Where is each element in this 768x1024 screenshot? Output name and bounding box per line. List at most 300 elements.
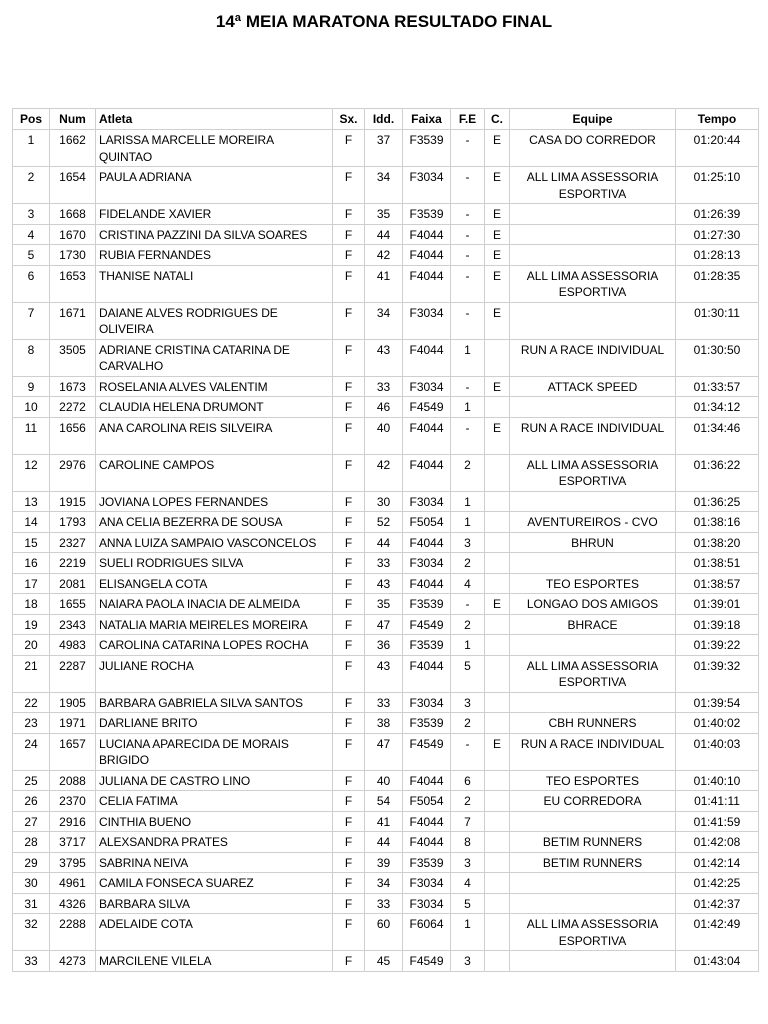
athlete-name-cell: FIDELANDE XAVIER (96, 204, 333, 225)
table-row (13, 951, 759, 972)
time-cell: 01:39:01 (676, 594, 759, 615)
age-cell: 47 (365, 614, 403, 635)
athlete-name-cell: ADRIANE CRISTINA CATARINA DE CARVALHO (96, 339, 333, 376)
team-cell: ALL LIMA ASSESSORIA ESPORTIVA (510, 265, 676, 302)
time-cell: 01:30:50 (676, 339, 759, 376)
team-cell: BETIM RUNNERS (510, 852, 676, 873)
column-header: C. (485, 109, 510, 130)
time-cell: 01:42:25 (676, 873, 759, 894)
bib-number-cell: 4983 (50, 635, 96, 656)
column-header: Sx. (333, 109, 365, 130)
sex-cell: F (333, 573, 365, 594)
table-header-row (13, 109, 759, 130)
time-cell: 01:40:10 (676, 770, 759, 791)
table-row (13, 791, 759, 812)
age-group-cell: F4044 (403, 573, 451, 594)
table-row (13, 512, 759, 533)
time-cell: 01:25:10 (676, 167, 759, 204)
age-group-cell: F4549 (403, 733, 451, 770)
sex-cell: F (333, 167, 365, 204)
sex-cell: F (333, 811, 365, 832)
time-cell: 01:43:04 (676, 951, 759, 972)
time-cell: 01:38:16 (676, 512, 759, 533)
category-cell (485, 692, 510, 713)
time-cell: 01:33:57 (676, 376, 759, 397)
age-group-place-cell: 6 (451, 770, 485, 791)
team-cell (510, 224, 676, 245)
athlete-name-cell: NATALIA MARIA MEIRELES MOREIRA (96, 614, 333, 635)
athlete-name-cell: MARCILENE VILELA (96, 951, 333, 972)
category-cell: E (485, 130, 510, 167)
position-cell: 32 (13, 914, 50, 951)
bib-number-cell: 1905 (50, 692, 96, 713)
table-row (13, 873, 759, 894)
age-cell: 40 (365, 417, 403, 454)
team-cell (510, 397, 676, 418)
time-cell: 01:39:54 (676, 692, 759, 713)
sex-cell: F (333, 733, 365, 770)
category-cell: E (485, 167, 510, 204)
age-group-place-cell: 3 (451, 852, 485, 873)
time-cell: 01:42:14 (676, 852, 759, 873)
age-group-place-cell: 1 (451, 397, 485, 418)
sex-cell: F (333, 204, 365, 225)
time-cell: 01:40:02 (676, 713, 759, 734)
age-group-place-cell: 5 (451, 893, 485, 914)
time-cell: 01:36:25 (676, 491, 759, 512)
position-cell: 15 (13, 532, 50, 553)
age-group-place-cell: 3 (451, 532, 485, 553)
sex-cell: F (333, 655, 365, 692)
age-group-cell: F3539 (403, 635, 451, 656)
column-header: Faixa (403, 109, 451, 130)
time-cell: 01:28:35 (676, 265, 759, 302)
athlete-name-cell: SABRINA NEIVA (96, 852, 333, 873)
age-cell: 44 (365, 832, 403, 853)
bib-number-cell: 2327 (50, 532, 96, 553)
table-row (13, 553, 759, 574)
age-group-place-cell: - (451, 733, 485, 770)
bib-number-cell: 2288 (50, 914, 96, 951)
sex-cell: F (333, 454, 365, 491)
age-cell: 46 (365, 397, 403, 418)
position-cell: 3 (13, 204, 50, 225)
category-cell (485, 951, 510, 972)
sex-cell: F (333, 491, 365, 512)
age-group-place-cell: 2 (451, 614, 485, 635)
sex-cell: F (333, 512, 365, 533)
position-cell: 28 (13, 832, 50, 853)
category-cell (485, 914, 510, 951)
team-cell: ATTACK SPEED (510, 376, 676, 397)
sex-cell: F (333, 692, 365, 713)
team-cell: RUN A RACE INDIVIDUAL (510, 417, 676, 454)
time-cell: 01:34:12 (676, 397, 759, 418)
sex-cell: F (333, 914, 365, 951)
time-cell: 01:27:30 (676, 224, 759, 245)
age-group-cell: F6064 (403, 914, 451, 951)
category-cell: E (485, 594, 510, 615)
team-cell (510, 302, 676, 339)
athlete-name-cell: CAROLINA CATARINA LOPES ROCHA (96, 635, 333, 656)
age-cell: 44 (365, 532, 403, 553)
position-cell: 12 (13, 454, 50, 491)
position-cell: 30 (13, 873, 50, 894)
age-group-cell: F4044 (403, 532, 451, 553)
bib-number-cell: 2370 (50, 791, 96, 812)
age-group-cell: F5054 (403, 791, 451, 812)
sex-cell: F (333, 770, 365, 791)
athlete-name-cell: DARLIANE BRITO (96, 713, 333, 734)
bib-number-cell: 3795 (50, 852, 96, 873)
category-cell (485, 532, 510, 553)
age-cell: 40 (365, 770, 403, 791)
age-cell: 54 (365, 791, 403, 812)
category-cell: E (485, 376, 510, 397)
table-row (13, 397, 759, 418)
position-cell: 23 (13, 713, 50, 734)
team-cell (510, 692, 676, 713)
bib-number-cell: 3717 (50, 832, 96, 853)
sex-cell: F (333, 553, 365, 574)
bib-number-cell: 2287 (50, 655, 96, 692)
athlete-name-cell: SUELI RODRIGUES SILVA (96, 553, 333, 574)
table-row (13, 852, 759, 873)
results-body (13, 130, 759, 972)
team-cell: ALL LIMA ASSESSORIA ESPORTIVA (510, 914, 676, 951)
team-cell: ALL LIMA ASSESSORIA ESPORTIVA (510, 167, 676, 204)
age-group-place-cell: 2 (451, 553, 485, 574)
position-cell: 2 (13, 167, 50, 204)
age-group-cell: F4044 (403, 339, 451, 376)
age-cell: 43 (365, 339, 403, 376)
position-cell: 1 (13, 130, 50, 167)
age-cell: 39 (365, 852, 403, 873)
athlete-name-cell: DAIANE ALVES RODRIGUES DE OLIVEIRA (96, 302, 333, 339)
time-cell: 01:39:18 (676, 614, 759, 635)
table-row (13, 245, 759, 266)
position-cell: 7 (13, 302, 50, 339)
age-group-place-cell: 5 (451, 655, 485, 692)
time-cell: 01:28:13 (676, 245, 759, 266)
time-cell: 01:36:22 (676, 454, 759, 491)
age-cell: 33 (365, 376, 403, 397)
position-cell: 13 (13, 491, 50, 512)
sex-cell: F (333, 130, 365, 167)
time-cell: 01:20:44 (676, 130, 759, 167)
age-group-place-cell: - (451, 302, 485, 339)
age-cell: 44 (365, 224, 403, 245)
bib-number-cell: 1673 (50, 376, 96, 397)
bib-number-cell: 1671 (50, 302, 96, 339)
team-cell: ALL LIMA ASSESSORIA ESPORTIVA (510, 454, 676, 491)
age-group-cell: F4549 (403, 397, 451, 418)
athlete-name-cell: THANISE NATALI (96, 265, 333, 302)
column-header: Num (50, 109, 96, 130)
column-header: Tempo (676, 109, 759, 130)
time-cell: 01:39:22 (676, 635, 759, 656)
table-row (13, 204, 759, 225)
category-cell: E (485, 245, 510, 266)
athlete-name-cell: CELIA FATIMA (96, 791, 333, 812)
age-cell: 30 (365, 491, 403, 512)
bib-number-cell: 2081 (50, 573, 96, 594)
bib-number-cell: 1915 (50, 491, 96, 512)
age-group-place-cell: 4 (451, 573, 485, 594)
bib-number-cell: 2272 (50, 397, 96, 418)
category-cell (485, 397, 510, 418)
bib-number-cell: 1793 (50, 512, 96, 533)
age-cell: 37 (365, 130, 403, 167)
age-group-place-cell: - (451, 245, 485, 266)
age-cell: 33 (365, 893, 403, 914)
athlete-name-cell: BARBARA SILVA (96, 893, 333, 914)
team-cell: CBH RUNNERS (510, 713, 676, 734)
table-row (13, 167, 759, 204)
sex-cell: F (333, 397, 365, 418)
category-cell: E (485, 265, 510, 302)
position-cell: 24 (13, 733, 50, 770)
athlete-name-cell: CAROLINE CAMPOS (96, 454, 333, 491)
table-row (13, 491, 759, 512)
category-cell (485, 635, 510, 656)
team-cell (510, 245, 676, 266)
team-cell: ALL LIMA ASSESSORIA ESPORTIVA (510, 655, 676, 692)
athlete-name-cell: JOVIANA LOPES FERNANDES (96, 491, 333, 512)
position-cell: 8 (13, 339, 50, 376)
athlete-name-cell: ELISANGELA COTA (96, 573, 333, 594)
age-group-place-cell: - (451, 594, 485, 615)
position-cell: 29 (13, 852, 50, 873)
age-group-cell: F3034 (403, 873, 451, 894)
age-group-place-cell: 2 (451, 713, 485, 734)
age-cell: 52 (365, 512, 403, 533)
athlete-name-cell: ALEXSANDRA PRATES (96, 832, 333, 853)
age-group-cell: F4044 (403, 245, 451, 266)
age-cell: 43 (365, 573, 403, 594)
age-group-cell: F3034 (403, 692, 451, 713)
team-cell: EU CORREDORA (510, 791, 676, 812)
age-group-cell: F3034 (403, 553, 451, 574)
time-cell: 01:39:32 (676, 655, 759, 692)
position-cell: 11 (13, 417, 50, 454)
age-cell: 35 (365, 594, 403, 615)
bib-number-cell: 1971 (50, 713, 96, 734)
athlete-name-cell: ANA CAROLINA REIS SILVEIRA (96, 417, 333, 454)
age-group-place-cell: 1 (451, 635, 485, 656)
bib-number-cell: 2343 (50, 614, 96, 635)
team-cell: BHRUN (510, 532, 676, 553)
position-cell: 4 (13, 224, 50, 245)
position-cell: 14 (13, 512, 50, 533)
age-cell: 42 (365, 245, 403, 266)
age-group-cell: F3034 (403, 491, 451, 512)
column-header: Equipe (510, 109, 676, 130)
age-group-cell: F3539 (403, 204, 451, 225)
time-cell: 01:38:57 (676, 573, 759, 594)
sex-cell: F (333, 302, 365, 339)
sex-cell: F (333, 873, 365, 894)
time-cell: 01:41:59 (676, 811, 759, 832)
category-cell: E (485, 733, 510, 770)
sex-cell: F (333, 832, 365, 853)
age-group-cell: F4044 (403, 417, 451, 454)
sex-cell: F (333, 594, 365, 615)
team-cell: CASA DO CORREDOR (510, 130, 676, 167)
team-cell: RUN A RACE INDIVIDUAL (510, 733, 676, 770)
time-cell: 01:30:11 (676, 302, 759, 339)
table-row (13, 265, 759, 302)
age-group-place-cell: 2 (451, 791, 485, 812)
sex-cell: F (333, 635, 365, 656)
team-cell: BETIM RUNNERS (510, 832, 676, 853)
sex-cell: F (333, 893, 365, 914)
sex-cell: F (333, 339, 365, 376)
age-cell: 34 (365, 873, 403, 894)
bib-number-cell: 1668 (50, 204, 96, 225)
athlete-name-cell: JULIANE ROCHA (96, 655, 333, 692)
age-cell: 60 (365, 914, 403, 951)
bib-number-cell: 3505 (50, 339, 96, 376)
age-group-cell: F4549 (403, 614, 451, 635)
position-cell: 31 (13, 893, 50, 914)
category-cell (485, 614, 510, 635)
position-cell: 19 (13, 614, 50, 635)
position-cell: 16 (13, 553, 50, 574)
age-group-place-cell: - (451, 167, 485, 204)
bib-number-cell: 1657 (50, 733, 96, 770)
bib-number-cell: 2088 (50, 770, 96, 791)
age-group-cell: F4044 (403, 811, 451, 832)
age-group-cell: F3034 (403, 302, 451, 339)
column-header: Atleta (96, 109, 333, 130)
team-cell (510, 873, 676, 894)
age-group-cell: F3034 (403, 893, 451, 914)
age-cell: 34 (365, 302, 403, 339)
age-group-cell: F4044 (403, 454, 451, 491)
position-cell: 10 (13, 397, 50, 418)
age-group-place-cell: 1 (451, 339, 485, 376)
age-group-place-cell: 8 (451, 832, 485, 853)
category-cell (485, 454, 510, 491)
table-row (13, 733, 759, 770)
time-cell: 01:38:20 (676, 532, 759, 553)
category-cell (485, 491, 510, 512)
results-table (12, 108, 759, 972)
time-cell: 01:26:39 (676, 204, 759, 225)
team-cell (510, 893, 676, 914)
age-group-cell: F3539 (403, 594, 451, 615)
bib-number-cell: 2219 (50, 553, 96, 574)
age-group-cell: F4044 (403, 655, 451, 692)
age-group-place-cell: 7 (451, 811, 485, 832)
time-cell: 01:42:49 (676, 914, 759, 951)
category-cell: E (485, 302, 510, 339)
team-cell (510, 635, 676, 656)
category-cell (485, 811, 510, 832)
bib-number-cell: 1670 (50, 224, 96, 245)
athlete-name-cell: PAULA ADRIANA (96, 167, 333, 204)
team-cell: LONGAO DOS AMIGOS (510, 594, 676, 615)
category-cell (485, 832, 510, 853)
sex-cell: F (333, 532, 365, 553)
table-row (13, 811, 759, 832)
category-cell (485, 553, 510, 574)
table-row (13, 713, 759, 734)
athlete-name-cell: CAMILA FONSECA SUAREZ (96, 873, 333, 894)
team-cell (510, 204, 676, 225)
sex-cell: F (333, 417, 365, 454)
time-cell: 01:41:11 (676, 791, 759, 812)
age-group-cell: F3034 (403, 167, 451, 204)
table-row (13, 454, 759, 491)
bib-number-cell: 2976 (50, 454, 96, 491)
athlete-name-cell: BARBARA GABRIELA SILVA SANTOS (96, 692, 333, 713)
category-cell: E (485, 204, 510, 225)
bib-number-cell: 4961 (50, 873, 96, 894)
position-cell: 9 (13, 376, 50, 397)
age-cell: 33 (365, 692, 403, 713)
table-row (13, 417, 759, 454)
category-cell (485, 655, 510, 692)
age-cell: 33 (365, 553, 403, 574)
age-group-place-cell: - (451, 265, 485, 302)
age-group-cell: F4044 (403, 224, 451, 245)
category-cell (485, 339, 510, 376)
team-cell (510, 553, 676, 574)
table-row (13, 339, 759, 376)
bib-number-cell: 4273 (50, 951, 96, 972)
table-row (13, 914, 759, 951)
bib-number-cell: 1653 (50, 265, 96, 302)
athlete-name-cell: CINTHIA BUENO (96, 811, 333, 832)
age-cell: 45 (365, 951, 403, 972)
time-cell: 01:42:37 (676, 893, 759, 914)
position-cell: 6 (13, 265, 50, 302)
category-cell (485, 770, 510, 791)
bib-number-cell: 1655 (50, 594, 96, 615)
sex-cell: F (333, 224, 365, 245)
sex-cell: F (333, 951, 365, 972)
age-group-place-cell: 1 (451, 512, 485, 533)
age-group-place-cell: 4 (451, 873, 485, 894)
position-cell: 26 (13, 791, 50, 812)
team-cell: BHRACE (510, 614, 676, 635)
age-group-place-cell: - (451, 130, 485, 167)
sex-cell: F (333, 265, 365, 302)
age-group-place-cell: 1 (451, 914, 485, 951)
position-cell: 17 (13, 573, 50, 594)
bib-number-cell: 4326 (50, 893, 96, 914)
team-cell: TEO ESPORTES (510, 573, 676, 594)
table-row (13, 594, 759, 615)
age-cell: 41 (365, 265, 403, 302)
age-group-place-cell: 2 (451, 454, 485, 491)
sex-cell: F (333, 376, 365, 397)
sex-cell: F (333, 791, 365, 812)
team-cell: AVENTUREIROS - CVO (510, 512, 676, 533)
bib-number-cell: 2916 (50, 811, 96, 832)
category-cell (485, 852, 510, 873)
position-cell: 22 (13, 692, 50, 713)
table-row (13, 302, 759, 339)
bib-number-cell: 1662 (50, 130, 96, 167)
category-cell (485, 573, 510, 594)
age-cell: 42 (365, 454, 403, 491)
position-cell: 20 (13, 635, 50, 656)
category-cell (485, 791, 510, 812)
age-cell: 41 (365, 811, 403, 832)
